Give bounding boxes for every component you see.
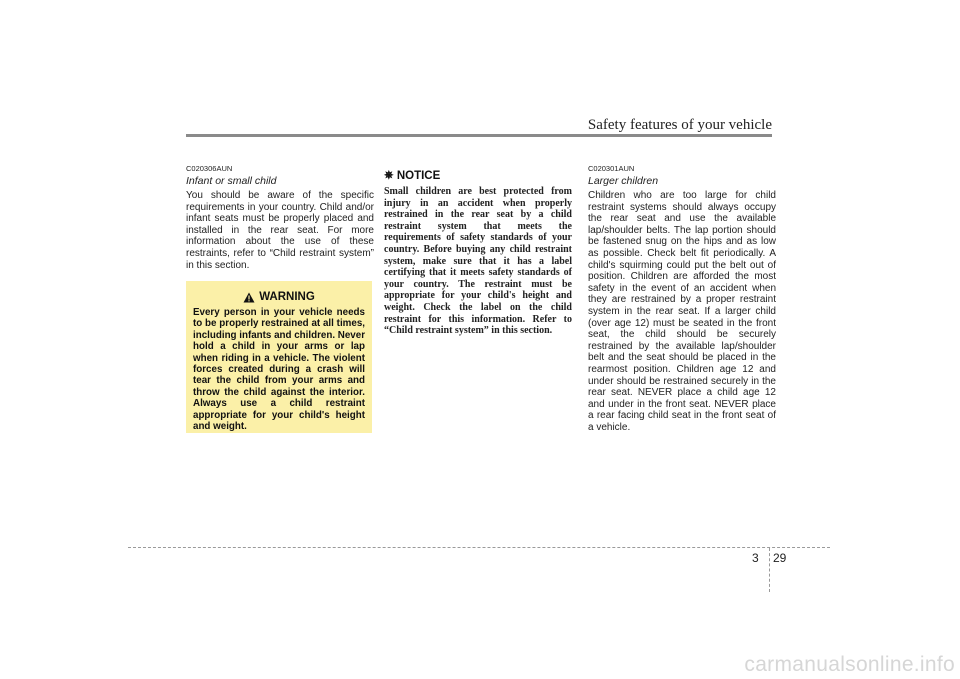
page-number: 29 bbox=[773, 551, 787, 565]
warning-header bbox=[193, 289, 365, 303]
page-divider bbox=[769, 548, 770, 592]
paragraph-infant: You should be aware of the specific requirements in your country. Child and/or infant seats must be properly placed and installed in the rear seat. For more information about the use of these restraints, refer to “Child restraint system” in this section. bbox=[186, 190, 374, 271]
section-title: Safety features of your vehicle bbox=[587, 117, 772, 133]
column-notice bbox=[384, 164, 572, 337]
notice-heading: ✵ NOTICE bbox=[384, 170, 441, 182]
column-infant bbox=[186, 164, 374, 271]
subheading-larger-children: Larger children bbox=[588, 175, 659, 187]
warning-label: WARNING bbox=[259, 291, 315, 303]
footer-rule bbox=[128, 547, 830, 548]
subheading-infant: Infant or small child bbox=[186, 175, 277, 187]
notice-text: Small children are best protected from injury in an accident when properly restrained in the rear seat by a child restraint system that meets the requirements of safety standards of your country. Before buying any child restraint system, make sure that it has a label certifying that it meets safety standards of your country. The restraint must be appropriate for your child's height and weight. Check the label on the child restraint for this information. Refer to “Child restraint system” in this section. bbox=[384, 186, 572, 337]
section-code: C020301AUN bbox=[588, 164, 635, 173]
warning-text: Every person in your vehicle needs to be properly restrained at all times, including infants and children. Never hold a child in your arms or lap when riding in a vehicle. The violent forces created during a crash will tear the child from your arms and throw the child against the interior. Always use a child restraint appropriate for your child's height and weight. bbox=[193, 307, 366, 433]
section-code: C020306AUN bbox=[186, 164, 233, 173]
chapter-number: 3 bbox=[752, 551, 759, 565]
column-larger-children bbox=[588, 164, 776, 433]
warning-box bbox=[186, 281, 372, 433]
warning-triangle-icon bbox=[243, 292, 255, 303]
header-rule bbox=[186, 134, 772, 137]
paragraph-larger-children: Children who are too large for child restraint systems should always occupy the rear seat and use the available lap/shoulder belts. The lap portion should be fastened snug on the hips and as low as possible. Check belt fit periodically. A child's squirming could put the belt out of position. Children are afforded the most safety in the event of an accident when they are restrained by a proper restraint system in the rear seat. If a larger child (over age 12) must be seated in the front seat, the child should be securely restrained by the available lap/shoulder belt and the seat should be placed in the rearmost position. Children age 12 and under should be restrained securely in the rear seat. NEVER place a child age 12 and under in the front seat. NEVER place a rear facing child seat in the front seat of a vehicle. bbox=[588, 190, 776, 433]
watermark: carmanualsonline.info bbox=[744, 653, 955, 676]
